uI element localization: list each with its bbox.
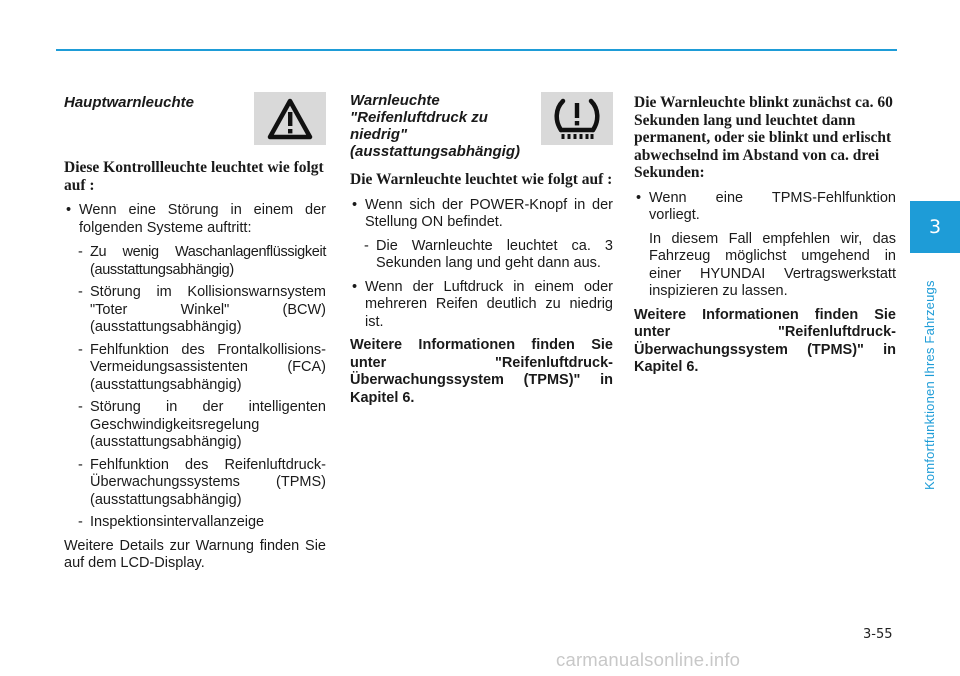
section-heading: Hauptwarnleuchte xyxy=(64,94,195,111)
sub-list-item: - Störung im Kollisionswarnsystem "Toter Winkel" (BCW) (ausstattungsabhängig) xyxy=(78,284,326,335)
section-header xyxy=(64,92,326,145)
list-item: • Wenn der Luftdruck in einem oder mehreren Reifen deutlich zu niedrig ist. xyxy=(350,279,613,332)
sub-list-item: - Fehlfunktion des Reifenluftdruck-Überwachungssystems (TPMS) (ausstattungsabhängig) xyxy=(78,456,326,508)
sub-list-item: - Störung in der intelligenten Geschwindigkeitsregelung (ausstattungsabhängig) xyxy=(78,399,326,450)
intro-text: Die Warnleuchte blinkt zunächst ca. 60 Sekunden lang und leuchtet dann permanent, oder sie blinkt und erlischt abwechselnd im Abstand von ca. drei Sekunden: xyxy=(634,94,893,181)
watermark-text: carmanualsonline.info xyxy=(556,649,741,670)
list-item: • Wenn eine TPMS-Fehlfunktion vorliegt. xyxy=(634,190,896,225)
reference-text: Weitere Informationen finden Sie unter "Reifenluftdruck-Überwachungssystem (TPMS)" in Kapitel 6. xyxy=(350,337,613,406)
warning-triangle-icon xyxy=(267,98,313,140)
column-tpms-warning xyxy=(350,92,613,407)
chapter-number-tab: 3 xyxy=(910,201,960,253)
chapter-title: Komfortfunktionen Ihres Fahrzeugs xyxy=(922,280,937,490)
sub-list-item: - Fehlfunktion des Frontalkollisions-Vermeidungsassistenten (FCA) (ausstattungsabhängig) xyxy=(78,341,326,393)
section-heading: Warnleuchte "Reifenluftdruck zu niedrig" (ausstattungsabhängig) xyxy=(350,92,521,160)
header-rule xyxy=(56,49,897,51)
list-item: • Wenn eine Störung in einem der folgenden Systeme auftritt: xyxy=(64,202,326,237)
sub-list-item: - Zu wenig Waschanlagenflüssigkeit (ausstattungsabhängig) xyxy=(78,244,326,278)
tpms-icon-box xyxy=(541,92,613,145)
list-item: • Wenn sich der POWER-Knopf in der Stellung ON befindet. xyxy=(350,197,613,232)
sub-list-item: - Die Warnleuchte leuchtet ca. 3 Sekunden lang und geht dann aus. xyxy=(364,237,613,271)
intro-text: Die Warnleuchte leuchtet wie folgt auf : xyxy=(350,171,613,188)
column-tpms-malfunction xyxy=(634,94,896,377)
master-warning-icon-box xyxy=(254,92,326,145)
column-master-warning xyxy=(64,92,326,573)
intro-text: Diese Kontrollleuchte leuchtet wie folgt auf : xyxy=(64,159,324,194)
reference-text: Weitere Informationen finden Sie unter "Reifenluftdruck-Überwachungssystem (TPMS)" in Kapitel 6. xyxy=(634,306,896,375)
closing-text: Weitere Details zur Warnung finden Sie auf dem LCD-Display. xyxy=(64,537,326,571)
page-number: 3-55 xyxy=(863,627,893,642)
section-header xyxy=(350,92,613,160)
advice-text: In diesem Fall empfehlen wir, das Fahrzeug möglichst umgehend in einer HYUNDAI Vertragswerkstatt inspizieren zu lassen. xyxy=(649,230,896,299)
tire-pressure-warning-icon xyxy=(552,97,602,141)
sub-list-item: - Inspektionsintervallanzeige xyxy=(78,514,265,530)
